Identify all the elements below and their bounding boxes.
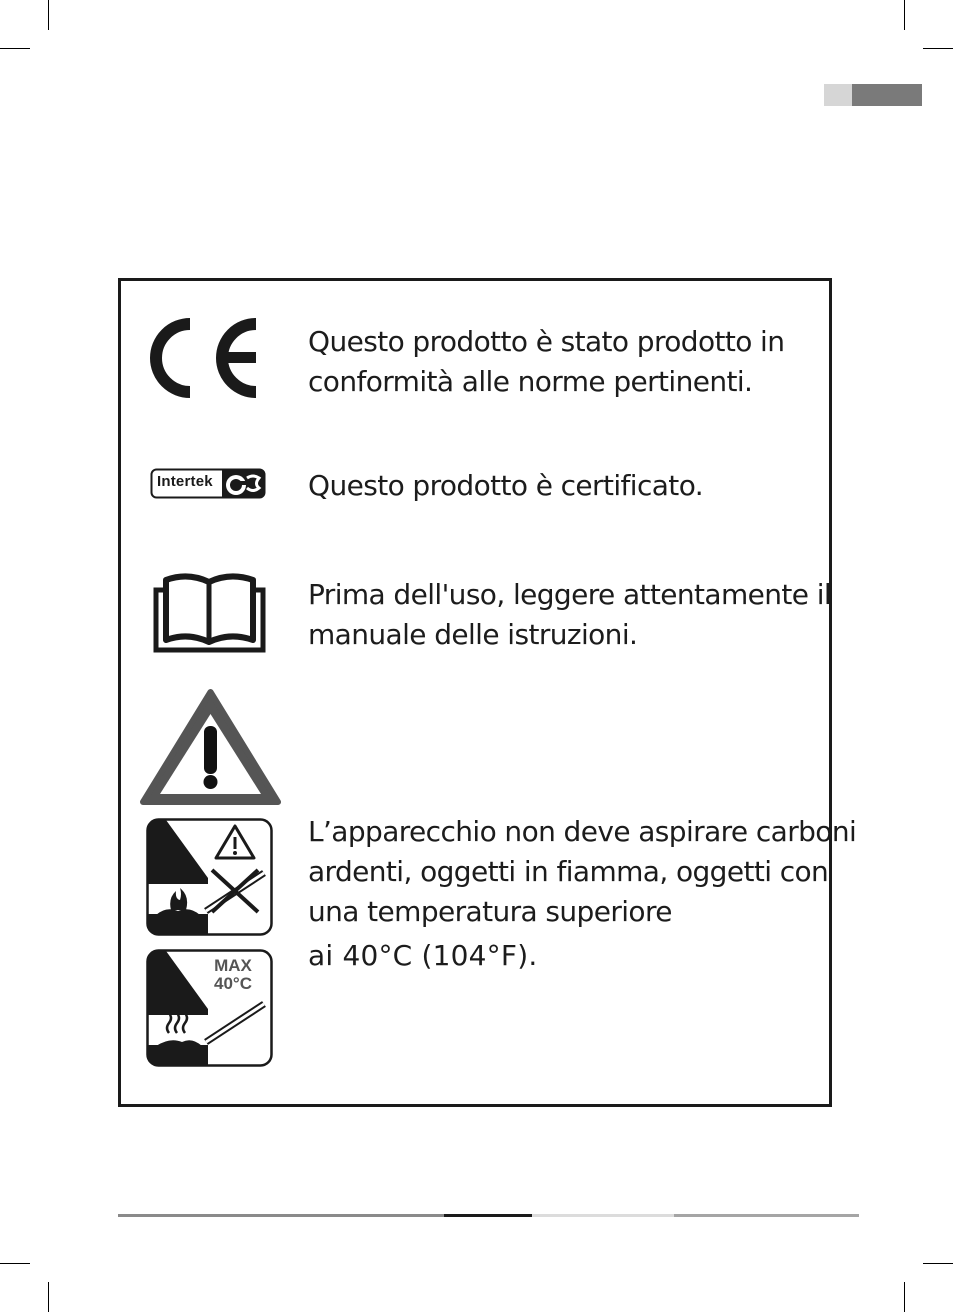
language-tab-dark [852, 84, 922, 106]
intertek-badge-text: Intertek [157, 473, 213, 490]
intertek-gs-certification-icon [150, 468, 266, 499]
crop-mark [0, 1263, 30, 1264]
ce-mark-icon [150, 316, 265, 400]
symbol-text: L’apparecchio non deve aspirare carboni ardenti, oggetti in fiamma, oggetti con una temperatura superiore ai 40°C (104°F). [308, 815, 857, 972]
footer-bar [532, 1214, 674, 1217]
crop-mark [923, 1263, 953, 1264]
symbol-text: Prima dell'uso, leggere attentamente il manuale delle istruzioni. [308, 578, 832, 651]
max-temperature-icon [146, 949, 273, 1067]
footer-bar [118, 1214, 444, 1217]
no-hot-ash-icon [146, 818, 273, 936]
crop-mark [48, 0, 49, 30]
warning-triangle-icon [139, 688, 282, 806]
crop-mark [904, 1282, 905, 1312]
crop-mark [0, 48, 30, 49]
language-tab-light [824, 84, 852, 106]
open-book-manual-icon [152, 572, 267, 654]
footer-bar [444, 1214, 532, 1217]
symbol-text: Questo prodotto è stato prodotto in conformità alle norme pertinenti. [308, 325, 785, 398]
footer-bar [674, 1214, 859, 1217]
max-label: MAX 40°C [214, 956, 252, 993]
symbol-text: Questo prodotto è certificato. [308, 469, 704, 502]
crop-mark [923, 48, 953, 49]
crop-mark [904, 0, 905, 30]
crop-mark [48, 1282, 49, 1312]
